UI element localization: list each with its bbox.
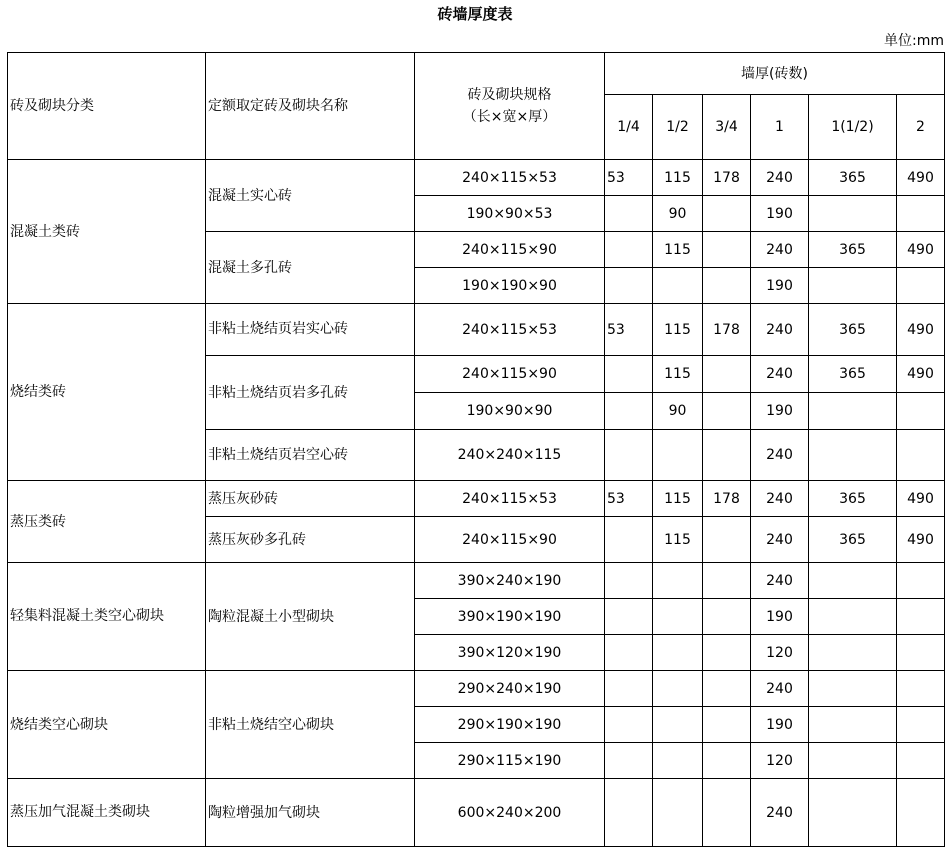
value-cell <box>653 707 703 743</box>
value-cell: 53 <box>605 160 653 196</box>
name-cell: 混凝土多孔砖 <box>206 232 415 304</box>
value-cell <box>703 563 751 599</box>
value-cell <box>653 743 703 779</box>
value-cell <box>897 563 945 599</box>
value-cell <box>809 430 897 481</box>
value-cell: 365 <box>809 356 897 393</box>
value-cell: 190 <box>751 599 809 635</box>
value-cell <box>809 635 897 671</box>
category-cell: 烧结类砖 <box>8 304 206 481</box>
value-cell: 115 <box>653 160 703 196</box>
value-cell: 190 <box>751 707 809 743</box>
value-cell <box>605 599 653 635</box>
value-cell <box>605 356 653 393</box>
name-cell: 非粘土烧结空心砌块 <box>206 671 415 779</box>
value-cell: 90 <box>653 393 703 430</box>
spec-cell: 240×115×53 <box>415 160 605 196</box>
value-cell <box>809 268 897 304</box>
name-cell: 陶粒混凝土小型砌块 <box>206 563 415 671</box>
value-cell: 120 <box>751 635 809 671</box>
value-cell <box>897 779 945 847</box>
name-cell: 非粘土烧结页岩实心砖 <box>206 304 415 356</box>
value-cell <box>653 671 703 707</box>
header-col-1: 1 <box>751 95 809 160</box>
category-cell: 混凝土类砖 <box>8 160 206 304</box>
category-cell: 蒸压类砖 <box>8 481 206 563</box>
value-cell: 115 <box>653 232 703 268</box>
value-cell: 240 <box>751 232 809 268</box>
value-cell <box>653 563 703 599</box>
value-cell <box>605 707 653 743</box>
value-cell: 240 <box>751 430 809 481</box>
header-name: 定额取定砖及砌块名称 <box>206 53 415 160</box>
header-col-1-2: 1/2 <box>653 95 703 160</box>
value-cell <box>703 393 751 430</box>
spec-cell: 190×90×90 <box>415 393 605 430</box>
category-cell: 轻集料混凝土类空心砌块 <box>8 563 206 671</box>
value-cell <box>897 430 945 481</box>
value-cell: 53 <box>605 481 653 517</box>
value-cell <box>809 196 897 232</box>
value-cell <box>897 268 945 304</box>
value-cell <box>605 430 653 481</box>
header-col-3-4: 3/4 <box>703 95 751 160</box>
value-cell <box>809 671 897 707</box>
value-cell <box>897 599 945 635</box>
value-cell <box>897 196 945 232</box>
value-cell <box>703 743 751 779</box>
value-cell <box>653 635 703 671</box>
name-cell: 混凝土实心砖 <box>206 160 415 232</box>
header-col-1-5: 1(1/2) <box>809 95 897 160</box>
value-cell <box>703 268 751 304</box>
value-cell: 115 <box>653 517 703 563</box>
value-cell <box>703 671 751 707</box>
value-cell <box>605 517 653 563</box>
value-cell: 490 <box>897 517 945 563</box>
value-cell: 490 <box>897 356 945 393</box>
value-cell: 53 <box>605 304 653 356</box>
value-cell <box>809 779 897 847</box>
spec-cell: 390×120×190 <box>415 635 605 671</box>
header-thickness: 墙厚(砖数) <box>605 53 945 95</box>
spec-cell: 290×115×190 <box>415 743 605 779</box>
value-cell <box>653 430 703 481</box>
value-cell: 190 <box>751 196 809 232</box>
value-cell <box>897 743 945 779</box>
value-cell: 365 <box>809 160 897 196</box>
name-cell: 非粘土烧结页岩空心砖 <box>206 430 415 481</box>
value-cell: 240 <box>751 563 809 599</box>
value-cell: 490 <box>897 481 945 517</box>
spec-cell: 190×190×90 <box>415 268 605 304</box>
value-cell: 365 <box>809 517 897 563</box>
value-cell: 490 <box>897 160 945 196</box>
category-cell: 烧结类空心砌块 <box>8 671 206 779</box>
value-cell: 490 <box>897 232 945 268</box>
value-cell <box>809 393 897 430</box>
value-cell <box>605 671 653 707</box>
value-cell <box>605 393 653 430</box>
value-cell: 240 <box>751 160 809 196</box>
spec-cell: 290×240×190 <box>415 671 605 707</box>
value-cell <box>703 635 751 671</box>
value-cell: 120 <box>751 743 809 779</box>
header-col-2: 2 <box>897 95 945 160</box>
value-cell <box>703 430 751 481</box>
value-cell: 90 <box>653 196 703 232</box>
value-cell: 115 <box>653 481 703 517</box>
value-cell <box>703 356 751 393</box>
value-cell: 365 <box>809 232 897 268</box>
value-cell <box>653 599 703 635</box>
spec-cell: 240×240×115 <box>415 430 605 481</box>
value-cell <box>809 707 897 743</box>
name-cell: 蒸压灰砂多孔砖 <box>206 517 415 563</box>
value-cell: 240 <box>751 304 809 356</box>
value-cell: 115 <box>653 304 703 356</box>
value-cell <box>897 393 945 430</box>
value-cell <box>809 599 897 635</box>
value-cell: 178 <box>703 304 751 356</box>
value-cell: 115 <box>653 356 703 393</box>
value-cell <box>605 196 653 232</box>
wall-thickness-table <box>7 52 945 847</box>
name-cell: 非粘土烧结页岩多孔砖 <box>206 356 415 430</box>
value-cell <box>605 232 653 268</box>
value-cell <box>653 268 703 304</box>
header-category: 砖及砌块分类 <box>8 53 206 160</box>
value-cell: 190 <box>751 393 809 430</box>
spec-cell: 240×115×53 <box>415 481 605 517</box>
value-cell <box>703 232 751 268</box>
value-cell <box>897 671 945 707</box>
value-cell: 190 <box>751 268 809 304</box>
name-cell: 陶粒增强加气砌块 <box>206 779 415 847</box>
value-cell <box>703 779 751 847</box>
value-cell: 178 <box>703 481 751 517</box>
category-cell: 蒸压加气混凝土类砌块 <box>8 779 206 847</box>
spec-cell: 390×190×190 <box>415 599 605 635</box>
value-cell <box>605 268 653 304</box>
value-cell <box>703 599 751 635</box>
value-cell <box>703 517 751 563</box>
spec-cell: 240×115×90 <box>415 517 605 563</box>
value-cell <box>703 196 751 232</box>
value-cell <box>605 635 653 671</box>
header-col-1-4: 1/4 <box>605 95 653 160</box>
spec-cell: 240×115×90 <box>415 356 605 393</box>
value-cell: 178 <box>703 160 751 196</box>
value-cell: 365 <box>809 304 897 356</box>
value-cell <box>653 779 703 847</box>
value-cell <box>605 779 653 847</box>
value-cell <box>605 563 653 599</box>
spec-cell: 240×115×90 <box>415 232 605 268</box>
value-cell <box>897 635 945 671</box>
value-cell: 240 <box>751 779 809 847</box>
spec-cell: 390×240×190 <box>415 563 605 599</box>
spec-cell: 240×115×53 <box>415 304 605 356</box>
value-cell <box>809 743 897 779</box>
spec-cell: 600×240×200 <box>415 779 605 847</box>
spec-cell: 290×190×190 <box>415 707 605 743</box>
spec-cell: 190×90×53 <box>415 196 605 232</box>
value-cell <box>897 707 945 743</box>
value-cell: 240 <box>751 356 809 393</box>
value-cell: 240 <box>751 481 809 517</box>
table-title: 砖墙厚度表 <box>437 5 513 23</box>
value-cell: 490 <box>897 304 945 356</box>
value-cell <box>605 743 653 779</box>
name-cell: 蒸压灰砂砖 <box>206 481 415 517</box>
value-cell: 240 <box>751 671 809 707</box>
value-cell: 365 <box>809 481 897 517</box>
value-cell <box>703 707 751 743</box>
value-cell <box>809 563 897 599</box>
value-cell: 240 <box>751 517 809 563</box>
header-spec: 砖及砌块规格（长×宽×厚） <box>415 53 605 160</box>
unit-label: 单位:mm <box>884 33 944 49</box>
